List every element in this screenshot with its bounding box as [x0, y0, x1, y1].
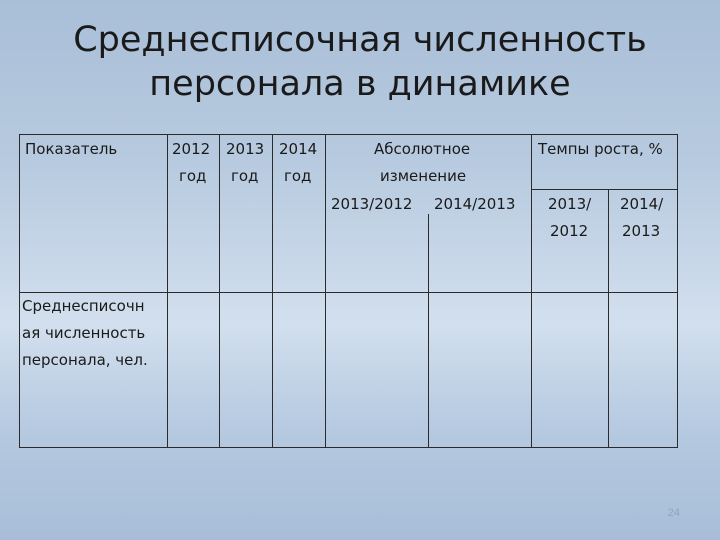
page-number: 24: [667, 507, 680, 519]
header-growth-2013-line2: 2012: [550, 222, 589, 240]
header-abs-change-line2: изменение: [380, 167, 467, 185]
header-growth-2014-line2: 2013: [622, 222, 661, 240]
header-growth-2013-line1: 2013/: [548, 195, 592, 213]
col-divider-1: [167, 134, 168, 448]
growth-subheader-divider: [531, 189, 678, 190]
row-label-line2: ая численность: [22, 324, 146, 342]
header-growth-2014-line1: 2014/: [620, 195, 664, 213]
table-top-border: [19, 134, 678, 135]
header-year-2013: 2013: [226, 140, 265, 158]
header-year-2014-unit: год: [284, 167, 312, 185]
header-year-2012-unit: год: [179, 167, 207, 185]
header-growth-rate: Темпы роста, %: [538, 140, 663, 158]
col-divider-7: [608, 189, 609, 448]
row-label-line3: персонала, чел.: [22, 351, 148, 369]
header-abs-2014-2013: 2014/2013: [434, 195, 516, 213]
header-year-2012: 2012: [172, 140, 211, 158]
header-year-2014: 2014: [279, 140, 318, 158]
header-year-2013-unit: год: [231, 167, 259, 185]
col-divider-3: [272, 134, 273, 448]
row-label-line1: Среднесписочн: [22, 297, 145, 315]
col-divider-6: [531, 134, 532, 448]
header-abs-change-line1: Абсолютное: [374, 140, 471, 158]
col-divider-4: [325, 134, 326, 448]
table-bottom-border: [19, 447, 678, 448]
header-abs-2013-2012: 2013/2012: [331, 195, 413, 213]
title-line-1: Среднесписочная численность: [73, 20, 647, 60]
table-left-border: [19, 134, 20, 448]
col-divider-2: [219, 134, 220, 448]
header-indicator: Показатель: [25, 140, 118, 158]
header-bottom-border: [19, 292, 678, 293]
col-divider-5: [428, 214, 429, 448]
table-right-border: [677, 134, 678, 448]
title-line-2: персонала в динамике: [149, 64, 571, 104]
